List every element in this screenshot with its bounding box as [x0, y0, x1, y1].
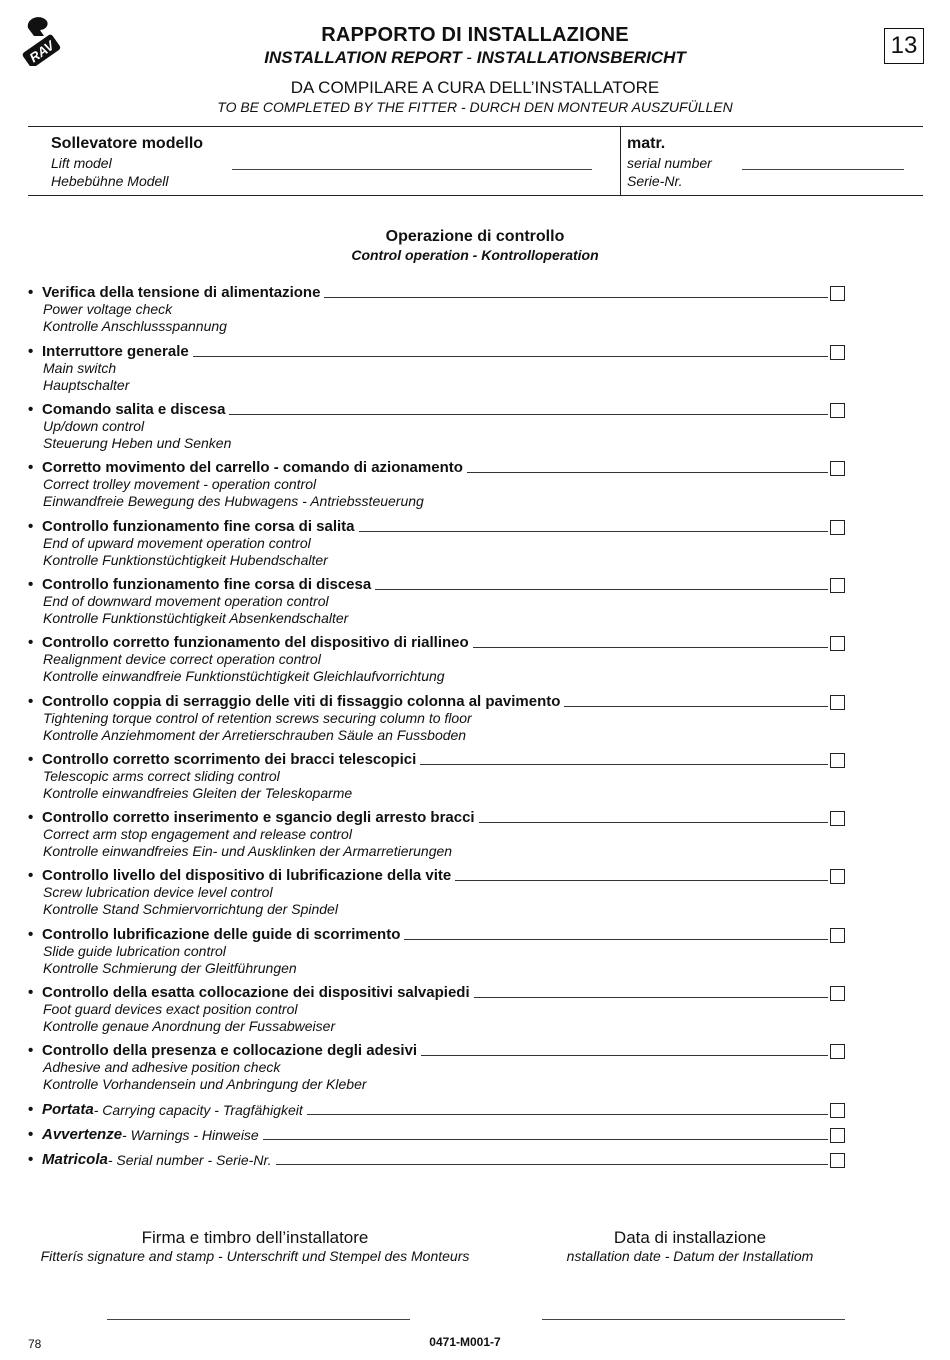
check-label-de: Steuerung Heben und Senken	[43, 435, 232, 451]
bullet: •	[28, 518, 34, 535]
bullet: •	[28, 576, 34, 593]
check-box[interactable]	[830, 986, 845, 1001]
check-label: Matricola	[42, 1151, 108, 1168]
model-box-divider	[620, 126, 621, 195]
check-item	[28, 750, 848, 806]
check-box[interactable]	[830, 403, 845, 418]
check-label-de: Kontrolle Stand Schmiervorrichtung der Spindel	[43, 901, 338, 917]
install-date-title: Data di installazione	[613, 1228, 767, 1247]
fill-line	[474, 997, 828, 998]
check-box[interactable]	[830, 286, 845, 301]
check-label-en: Adhesive and adhesive position check	[43, 1059, 281, 1075]
check-item	[28, 808, 848, 864]
check-label-de: Kontrolle genaue Anordnung der Fussabweiser	[43, 1018, 336, 1034]
fill-line	[455, 880, 828, 881]
bullet: •	[28, 984, 34, 1001]
check-item-capacity	[28, 1100, 848, 1120]
install-date-field[interactable]	[542, 1319, 845, 1320]
fill-line	[404, 939, 828, 940]
serial-label-de: Serie-Nr.	[627, 173, 683, 189]
check-label-de: Einwandfreie Bewegung des Hubwagens - Antriebssteuerung	[43, 493, 424, 509]
fill-line	[263, 1139, 828, 1140]
fill-line	[473, 647, 828, 648]
lift-model-field[interactable]	[232, 169, 592, 170]
check-label-de: Kontrolle Schmierung der Gleitführungen	[43, 960, 297, 976]
bullet: •	[28, 1151, 34, 1168]
fill-note-translation: TO BE COMPLETED BY THE FITTER - DURCH DEN MONTEUR AUSZUFÜLLEN	[217, 99, 733, 115]
check-label: Controllo livello del dispositivo di lubrificazione della vite	[42, 867, 452, 884]
check-label-translations: - Carrying capacity - Tragfähigkeit	[93, 1102, 303, 1118]
check-label-de: Kontrolle Anschlussspannung	[43, 318, 227, 334]
check-label-de: Kontrolle Funktionstüchtigkeit Hubendschalter	[43, 552, 328, 568]
bullet: •	[28, 1042, 34, 1059]
lift-model-label: Sollevatore modello	[51, 135, 204, 152]
bullet: •	[28, 809, 34, 826]
bullet: •	[28, 343, 34, 360]
check-label: Controllo della presenza e collocazione degli adesivi	[42, 1042, 418, 1059]
fill-note: DA COMPILARE A CURA DELL’INSTALLATORE	[290, 78, 660, 97]
check-item	[28, 633, 848, 689]
check-label: Verifica della tensione di alimentazione	[42, 284, 321, 301]
fill-line	[193, 356, 828, 357]
bullet: •	[28, 284, 34, 301]
report-title: RAPPORTO DI INSTALLAZIONE	[321, 24, 629, 46]
serial-number-field[interactable]	[742, 169, 904, 170]
check-label-en: End of upward movement operation control	[43, 535, 311, 551]
check-box[interactable]	[830, 1103, 845, 1118]
check-item	[28, 1041, 848, 1097]
check-label: Controllo corretto inserimento e sgancio degli arresto bracci	[42, 809, 475, 826]
section-subtitle: Control operation - Kontrolloperation	[351, 247, 599, 263]
bullet: •	[28, 867, 34, 884]
fill-line	[359, 531, 828, 532]
fill-line	[564, 706, 828, 707]
logo-text: RAV	[26, 37, 57, 66]
bullet: •	[28, 926, 34, 943]
check-item	[28, 342, 848, 398]
check-label-de: Kontrolle einwandfreies Ein- und Ausklinken der Armarretierungen	[43, 843, 453, 859]
check-label-en: Correct trolley movement - operation control	[43, 476, 317, 492]
fill-line	[421, 1055, 828, 1056]
check-box[interactable]	[830, 928, 845, 943]
page-number: 78	[28, 1337, 42, 1351]
check-item	[28, 400, 848, 456]
serial-label-en: serial number	[627, 155, 712, 171]
fill-line	[324, 297, 828, 298]
check-label-en: Realignment device correct operation control	[43, 651, 321, 667]
document-code: 0471-M001-7	[429, 1335, 501, 1349]
check-item	[28, 983, 848, 1039]
check-label-en: Main switch	[43, 360, 117, 376]
check-label: Controllo coppia di serraggio delle viti di fissaggio colonna al pavimento	[42, 693, 561, 710]
check-label-de: Kontrolle einwandfreies Gleiten der Teleskoparme	[43, 785, 353, 801]
report-subtitle-en: INSTALLATION REPORT	[264, 48, 462, 67]
check-label-en: Foot guard devices exact position control	[43, 1001, 298, 1017]
check-item	[28, 692, 848, 748]
signature-subtitle: Fitterís signature and stamp - Unterschrift und Stempel des Monteurs	[40, 1248, 470, 1264]
check-label: Corretto movimento del carrello - comando di azionamento	[42, 459, 463, 476]
fill-line	[307, 1114, 828, 1115]
check-item	[28, 925, 848, 981]
model-box-bottom-rule	[28, 195, 923, 196]
section-title: Operazione di controllo	[385, 228, 565, 245]
signature-field[interactable]	[107, 1319, 410, 1320]
fill-line	[276, 1164, 829, 1165]
check-label-de: Hauptschalter	[43, 377, 130, 393]
check-label-en: Power voltage check	[43, 301, 173, 317]
check-label-translations: - Warnings - Hinweise	[122, 1127, 259, 1143]
fill-line	[479, 822, 828, 823]
bullet: •	[28, 634, 34, 651]
signature-title: Firma e timbro dell’installatore	[141, 1228, 369, 1247]
bullet: •	[28, 1126, 34, 1143]
check-box[interactable]	[830, 520, 845, 535]
check-label: Controllo lubrificazione delle guide di scorrimento	[42, 926, 401, 943]
check-label: Controllo funzionamento fine corsa di discesa	[42, 576, 372, 593]
check-label: Controllo della esatta collocazione dei dispositivi salvapiedi	[42, 984, 470, 1001]
check-box[interactable]	[830, 1128, 845, 1143]
check-label-de: Kontrolle einwandfreie Funktionstüchtigkeit Gleichlaufvorrichtung	[43, 668, 445, 684]
bullet: •	[28, 459, 34, 476]
check-box[interactable]	[830, 753, 845, 768]
check-label-en: Correct arm stop engagement and release control	[43, 826, 352, 842]
check-box[interactable]	[830, 695, 845, 710]
check-label-de: Kontrolle Funktionstüchtigkeit Absenkendschalter	[43, 610, 349, 626]
check-label-en: Up/down control	[43, 418, 145, 434]
check-box[interactable]	[830, 1044, 845, 1059]
fill-line	[467, 472, 828, 473]
check-label-en: Screw lubrication device level control	[43, 884, 273, 900]
check-item	[28, 866, 848, 922]
model-box-top-rule	[28, 126, 923, 127]
fill-line	[420, 764, 828, 765]
fill-line	[229, 414, 828, 415]
check-label: Controllo corretto funzionamento del dispositivo di riallineo	[42, 634, 469, 651]
check-label-de: Kontrolle Anziehmoment der Arretierschrauben Säule an Fussboden	[43, 727, 467, 743]
check-label: Controllo funzionamento fine corsa di salita	[42, 518, 355, 535]
page-box: 13	[884, 28, 924, 64]
check-box[interactable]	[830, 636, 845, 651]
fill-line	[375, 589, 828, 590]
check-label-de: Kontrolle Vorhandensein und Anbringung der Kleber	[43, 1076, 367, 1092]
check-label-en: End of downward movement operation control	[43, 593, 329, 609]
install-date-subtitle: nstallation date - Datum der Installatiom	[566, 1248, 814, 1264]
check-label-en: Tightening torque control of retention screws securing column to floor	[43, 710, 472, 726]
bullet: •	[28, 693, 34, 710]
check-box[interactable]	[830, 869, 845, 884]
check-label-translations: - Serial number - Serie-Nr.	[107, 1152, 272, 1168]
check-label: Comando salita e discesa	[42, 401, 226, 418]
check-box[interactable]	[830, 811, 845, 826]
check-box[interactable]	[830, 345, 845, 360]
check-label: Portata	[42, 1101, 94, 1118]
bullet: •	[28, 751, 34, 768]
report-subtitle-separator: -	[461, 48, 477, 67]
lift-model-label-de: Hebebühne Modell	[51, 173, 169, 189]
check-box[interactable]	[830, 461, 845, 476]
check-label: Controllo corretto scorrimento dei bracci telescopici	[42, 751, 417, 768]
serial-label: matr.	[627, 135, 666, 152]
check-item-warnings	[28, 1125, 848, 1145]
report-subtitle-de: INSTALLATIONSBERICHT	[476, 48, 686, 67]
check-label: Avvertenze	[42, 1126, 123, 1143]
bullet: •	[28, 1101, 34, 1118]
report-subtitle	[0, 48, 950, 68]
check-item	[28, 575, 848, 631]
check-label-en: Slide guide lubrication control	[43, 943, 226, 959]
check-label: Interruttore generale	[42, 343, 189, 360]
bullet: •	[28, 401, 34, 418]
check-box[interactable]	[830, 578, 845, 593]
check-label-en: Telescopic arms correct sliding control	[43, 768, 280, 784]
check-item-serial	[28, 1150, 848, 1170]
check-item	[28, 458, 848, 514]
check-box[interactable]	[830, 1153, 845, 1168]
check-item	[28, 517, 848, 573]
check-item	[28, 283, 848, 339]
lift-model-label-en: Lift model	[51, 155, 112, 171]
